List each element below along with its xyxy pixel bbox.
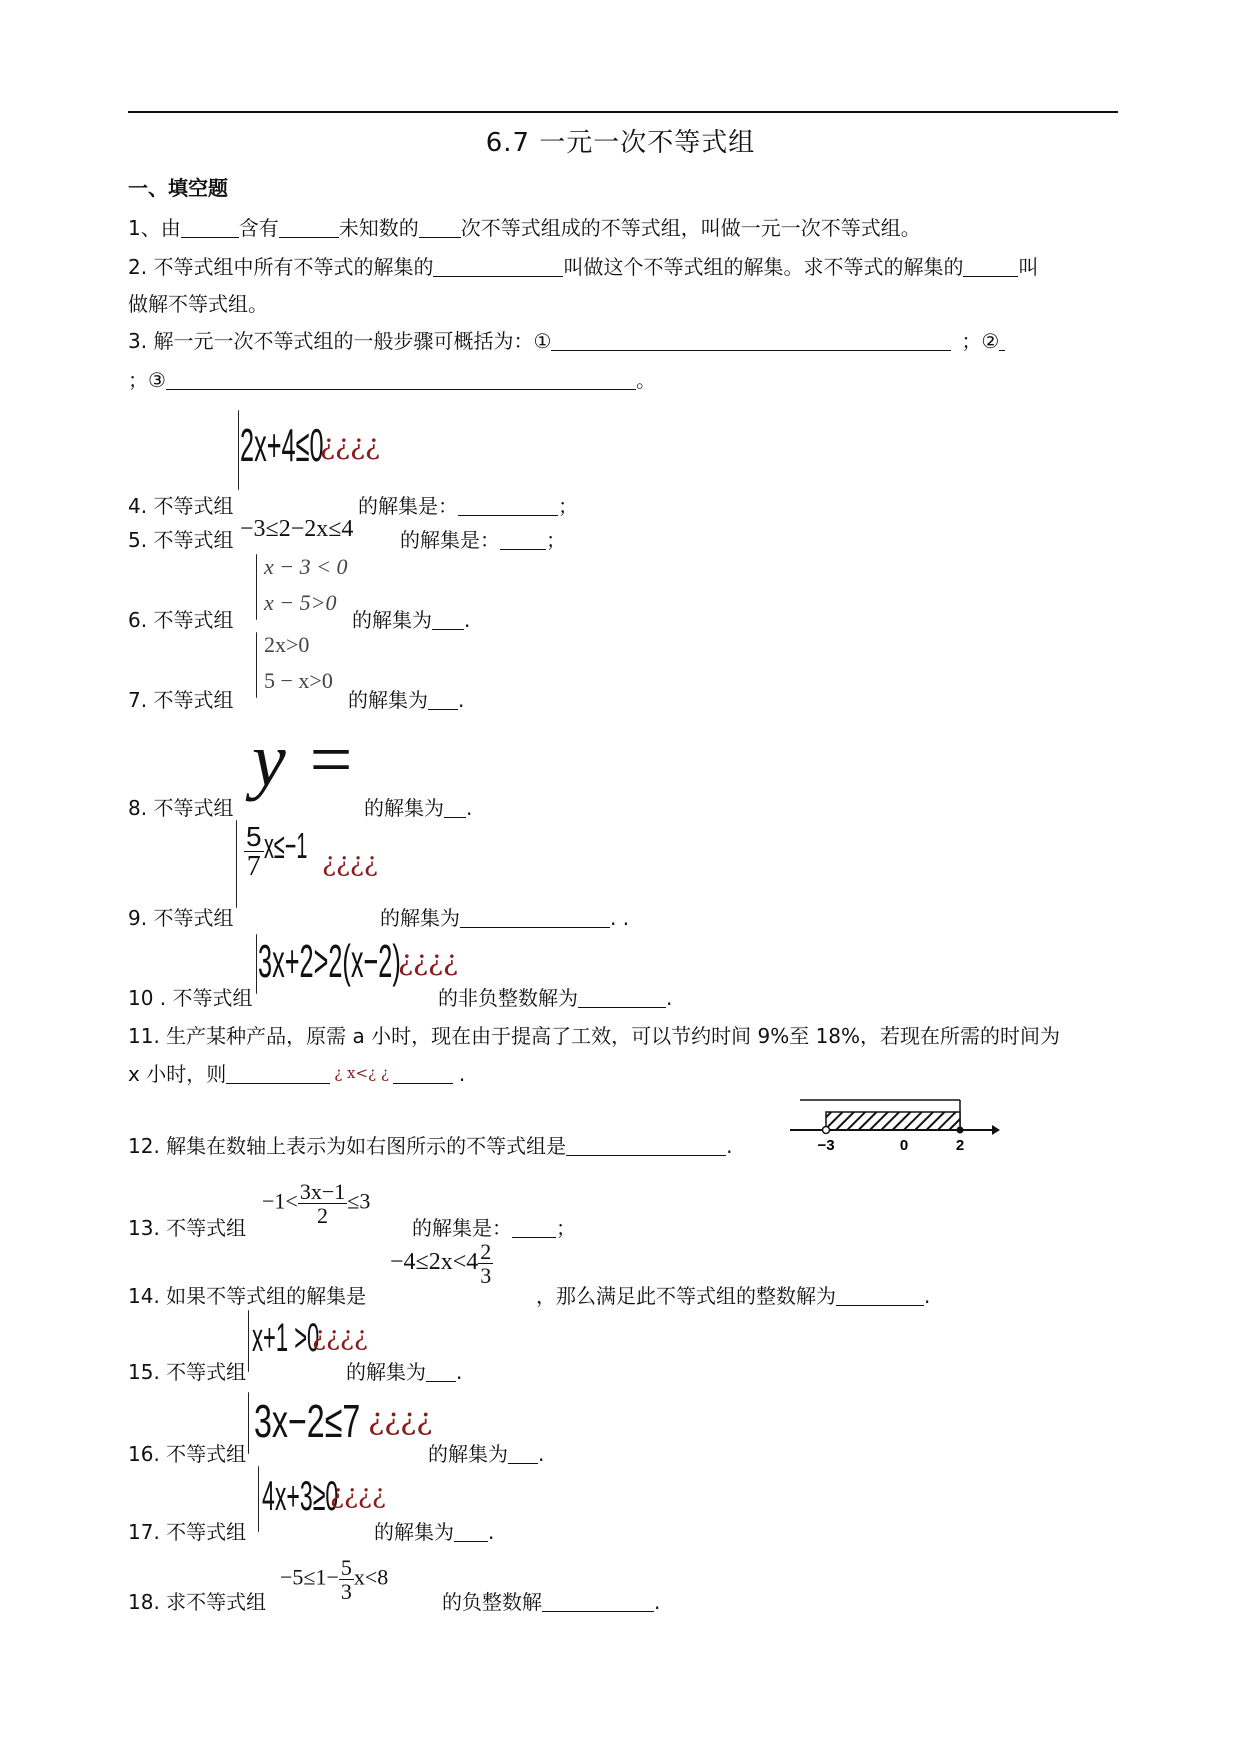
inequality-expression: 2x+4≤0 [240, 419, 324, 471]
tick-label: 2 [955, 1137, 965, 1154]
inequality-expression: 4x+3≥0 [262, 1472, 339, 1519]
question-18-tail: 的负整数解 . [442, 1590, 661, 1614]
question-8-tail: 的解集为 . [364, 796, 473, 820]
answer-blank[interactable] [432, 609, 464, 630]
inequality-expression: −5≤1− $\frac{5}{3}$ x<8 [280, 1555, 389, 1605]
question-11-cont: x 小时，则 ¿ x<¿ ¿ . [128, 1062, 466, 1086]
answer-blank[interactable] [566, 1135, 726, 1156]
answer-blank[interactable] [433, 256, 563, 277]
question-14-label: 14. 如果不等式组的解集是 [128, 1284, 367, 1308]
answer-blank[interactable] [836, 1285, 924, 1306]
question-8-label: 8. 不等式组 [128, 796, 234, 820]
question-2-cont: 做解不等式组。 [128, 292, 268, 316]
question-6-label: 6. 不等式组 [128, 608, 234, 632]
inequality-expression: x+1 >0 [252, 1316, 320, 1360]
closed-endpoint [957, 1127, 964, 1134]
system-brace [248, 1392, 249, 1454]
answer-blank[interactable] [454, 1521, 488, 1542]
section-heading: 一、填空题 [128, 176, 228, 200]
question-15-label: 15. 不等式组 [128, 1360, 247, 1384]
inequality-line-2: x − 5>0 [264, 590, 337, 615]
question-9-tail: 的解集为 . . [380, 906, 630, 930]
answer-blank[interactable] [542, 1591, 654, 1612]
garbled-marks: ¿¿¿¿ [330, 1480, 386, 1510]
system-brace [248, 1310, 249, 1372]
question-5-tail: 的解集是： ； [400, 528, 566, 552]
system-brace [256, 934, 257, 994]
answer-blank[interactable] [426, 1361, 456, 1382]
answer-blank[interactable] [458, 495, 558, 516]
answer-blank[interactable] [279, 217, 339, 238]
question-10-label: 10 . 不等式组 [128, 986, 253, 1010]
question-6-tail: 的解集为 . [352, 608, 471, 632]
page-title: 6.7 一元一次不等式组 [485, 128, 756, 158]
inequality-line-1: 2x>0 [264, 632, 310, 657]
question-2: 2. 不等式组中所有不等式的解集的 叫做这个不等式组的解集。求不等式的解集的 叫 [128, 255, 1039, 279]
solution-region [826, 1112, 960, 1130]
question-1: 1、由 含有 未知数的 次不等式组成的不等式组，叫做一元一次不等式组。 [128, 216, 921, 240]
question-18-label: 18. 求不等式组 [128, 1590, 267, 1614]
inequality-expression: −3≤2−2x≤4 [240, 516, 354, 542]
system-brace [256, 632, 257, 698]
number-line-figure [780, 1094, 1000, 1160]
answer-blank[interactable] [578, 987, 666, 1008]
garbled-marks: ¿¿¿¿ [398, 944, 459, 977]
garbled-marks: ¿¿¿¿ [320, 428, 381, 461]
inequality-expression: 3x+2>2(x−2) [258, 935, 401, 987]
answer-blank[interactable] [999, 330, 1005, 351]
inequality-expression: 3x−2≤7 [254, 1395, 361, 1447]
garbled-marks: ¿¿¿¿ [368, 1402, 433, 1437]
answer-blank[interactable] [500, 529, 546, 550]
question-9-label: 9. 不等式组 [128, 906, 234, 930]
question-7-tail: 的解集为 . [348, 688, 465, 712]
answer-blank[interactable] [508, 1443, 538, 1464]
answer-blank[interactable] [419, 217, 461, 238]
question-3-cont: ；③ 。 [128, 368, 656, 392]
garbled-marks: ¿¿¿¿ [322, 848, 378, 878]
question-12: 12. 解集在数轴上表示为如右图所示的不等式组是 . [128, 1134, 733, 1158]
inequality-expression: $\frac{5}{7}$ x≤−1 [246, 821, 307, 883]
question-15-tail: 的解集为 . [346, 1360, 463, 1384]
question-13-label: 13. 不等式组 [128, 1216, 247, 1240]
question-16-label: 16. 不等式组 [128, 1442, 247, 1466]
inequality-line-1: x − 3 < 0 [264, 554, 348, 579]
inequality-expression: −1< $\frac{3x-1}{2}$ ≤3 [262, 1179, 371, 1229]
answer-blank[interactable] [551, 330, 951, 351]
question-7-label: 7. 不等式组 [128, 688, 234, 712]
axis-arrow [992, 1125, 1000, 1135]
answer-blank[interactable] [428, 689, 458, 710]
answer-blank[interactable] [460, 907, 610, 928]
inequality-expression: y = [252, 718, 357, 802]
question-3: 3. 解一元一次不等式组的一般步骤可概括为：① ；② [128, 325, 1005, 354]
answer-blank[interactable] [393, 1063, 453, 1084]
question-5-label: 5. 不等式组 [128, 528, 234, 552]
garbled-marks: ¿¿¿¿ [312, 1322, 368, 1352]
system-brace [236, 820, 237, 908]
question-16-tail: 的解集为 . [428, 1442, 545, 1466]
open-endpoint [823, 1127, 830, 1134]
answer-blank[interactable] [181, 217, 239, 238]
question-17-tail: 的解集为 . [374, 1520, 495, 1544]
answer-blank[interactable] [166, 369, 636, 390]
question-4-tail: 的解集是： ； [358, 494, 578, 518]
answer-blank[interactable] [512, 1217, 556, 1238]
tick-label: −3 [817, 1137, 835, 1154]
question-14-tail: ，那么满足此不等式组的整数解为 . [536, 1284, 931, 1308]
answer-blank[interactable] [963, 256, 1018, 277]
question-17-label: 17. 不等式组 [128, 1520, 247, 1544]
question-10-tail: 的非负整数解为 . [438, 986, 673, 1010]
top-rule [128, 111, 1118, 113]
system-brace [256, 554, 257, 620]
answer-blank[interactable] [444, 797, 466, 818]
system-brace [258, 1466, 259, 1532]
inequality-expression: −4≤2x<4 $\frac{2}{3}$ [390, 1239, 492, 1289]
question-4-label: 4. 不等式组 [128, 494, 234, 518]
question-13-tail: 的解集是： ； [412, 1216, 576, 1240]
system-brace [238, 410, 239, 490]
inequality-line-2: 5 − x>0 [264, 668, 333, 693]
answer-blank[interactable] [226, 1063, 330, 1084]
question-11: 11. 生产某种产品，原需 a 小时，现在由于提高了工效，可以节约时间 9%至 18%，若现在所需的时间为 [128, 1024, 1061, 1048]
tick-label: 0 [899, 1137, 909, 1154]
